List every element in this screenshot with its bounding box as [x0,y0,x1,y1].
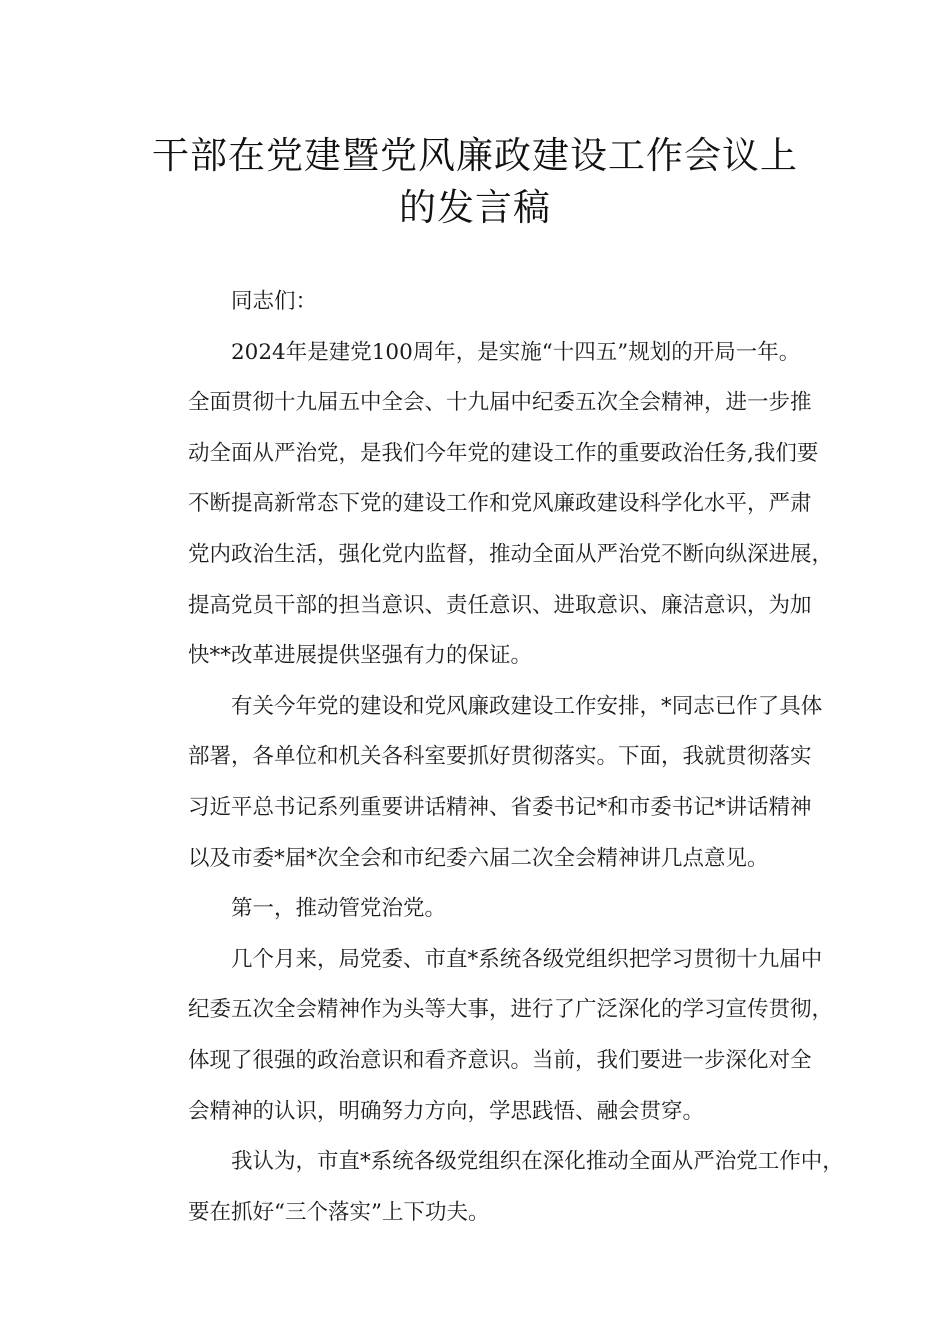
paragraph-opinion [145,1137,844,1238]
section-heading: 第一，推动管党治党。 [231,896,447,922]
text-line: 我认为，市直*系统各级党组织在深化推动全面从严治党工作中， [231,1149,844,1175]
text-line: 要在抓好“三个落实”上下功夫。 [188,1199,490,1225]
title-line: 的发言稿 [399,186,551,229]
text-line: 习近平总书记系列重要讲话精神、省委书记*和市委书记*讲话精神 [188,794,812,820]
text-line: 部署，各单位和机关各科室要抓好贯彻落实。下面，我就贯彻落实 [188,744,812,770]
text-line: 会精神的认识，明确努力方向，学思践悟、融会贯穿。 [188,1098,705,1124]
text-line: 体现了很强的政治意识和看齐意识。当前，我们要进一步深化对全 [188,1047,812,1073]
paragraph-months [145,935,834,1137]
document-body [145,277,844,1238]
text-line: 几个月来，局党委、市直*系统各级党组织把学习贯彻十九届中 [231,946,823,972]
paragraph-salutation [145,277,825,328]
text-line: 全面贯彻十九届五中全会、十九届中纪委五次全会精神，进一步推 [188,390,812,416]
paragraph-arrangement [145,682,825,884]
text-line: 有关今年党的建设和党风廉政建设工作安排，*同志已作了具体 [231,693,823,719]
text-line: 快**改革进展提供坚强有力的保证。 [188,643,533,669]
text-line: 同志们： [231,289,318,314]
text-line: 提高党员干部的担当意识、责任意识、进取意识、廉洁意识，为加 [188,592,812,618]
page-title [100,130,850,234]
text-line: 纪委五次全会精神作为头等大事，进行了广泛深化的学习宣传贯彻， [188,997,834,1023]
text-line: 党内政治生活，强化党内监督，推动全面从严治党不断向纵深进展， [188,541,834,567]
paragraph-intro [145,328,834,682]
title-line: 干部在党建暨党风廉政建设工作会议上 [152,134,798,177]
text-line: 2024年是建党100周年，是实施“十四五”规划的开局一年。 [231,339,801,365]
paragraph-heading-first [145,884,825,935]
text-line: 动全面从严治党，是我们今年党的建设工作的重要政治任务,我们要 [188,440,819,466]
text-line: 以及市委*届*次全会和市纪委六届二次全会精神讲几点意见。 [188,845,769,871]
text-line: 不断提高新常态下党的建设工作和党风廉政建设科学化水平，严肃 [188,491,812,517]
